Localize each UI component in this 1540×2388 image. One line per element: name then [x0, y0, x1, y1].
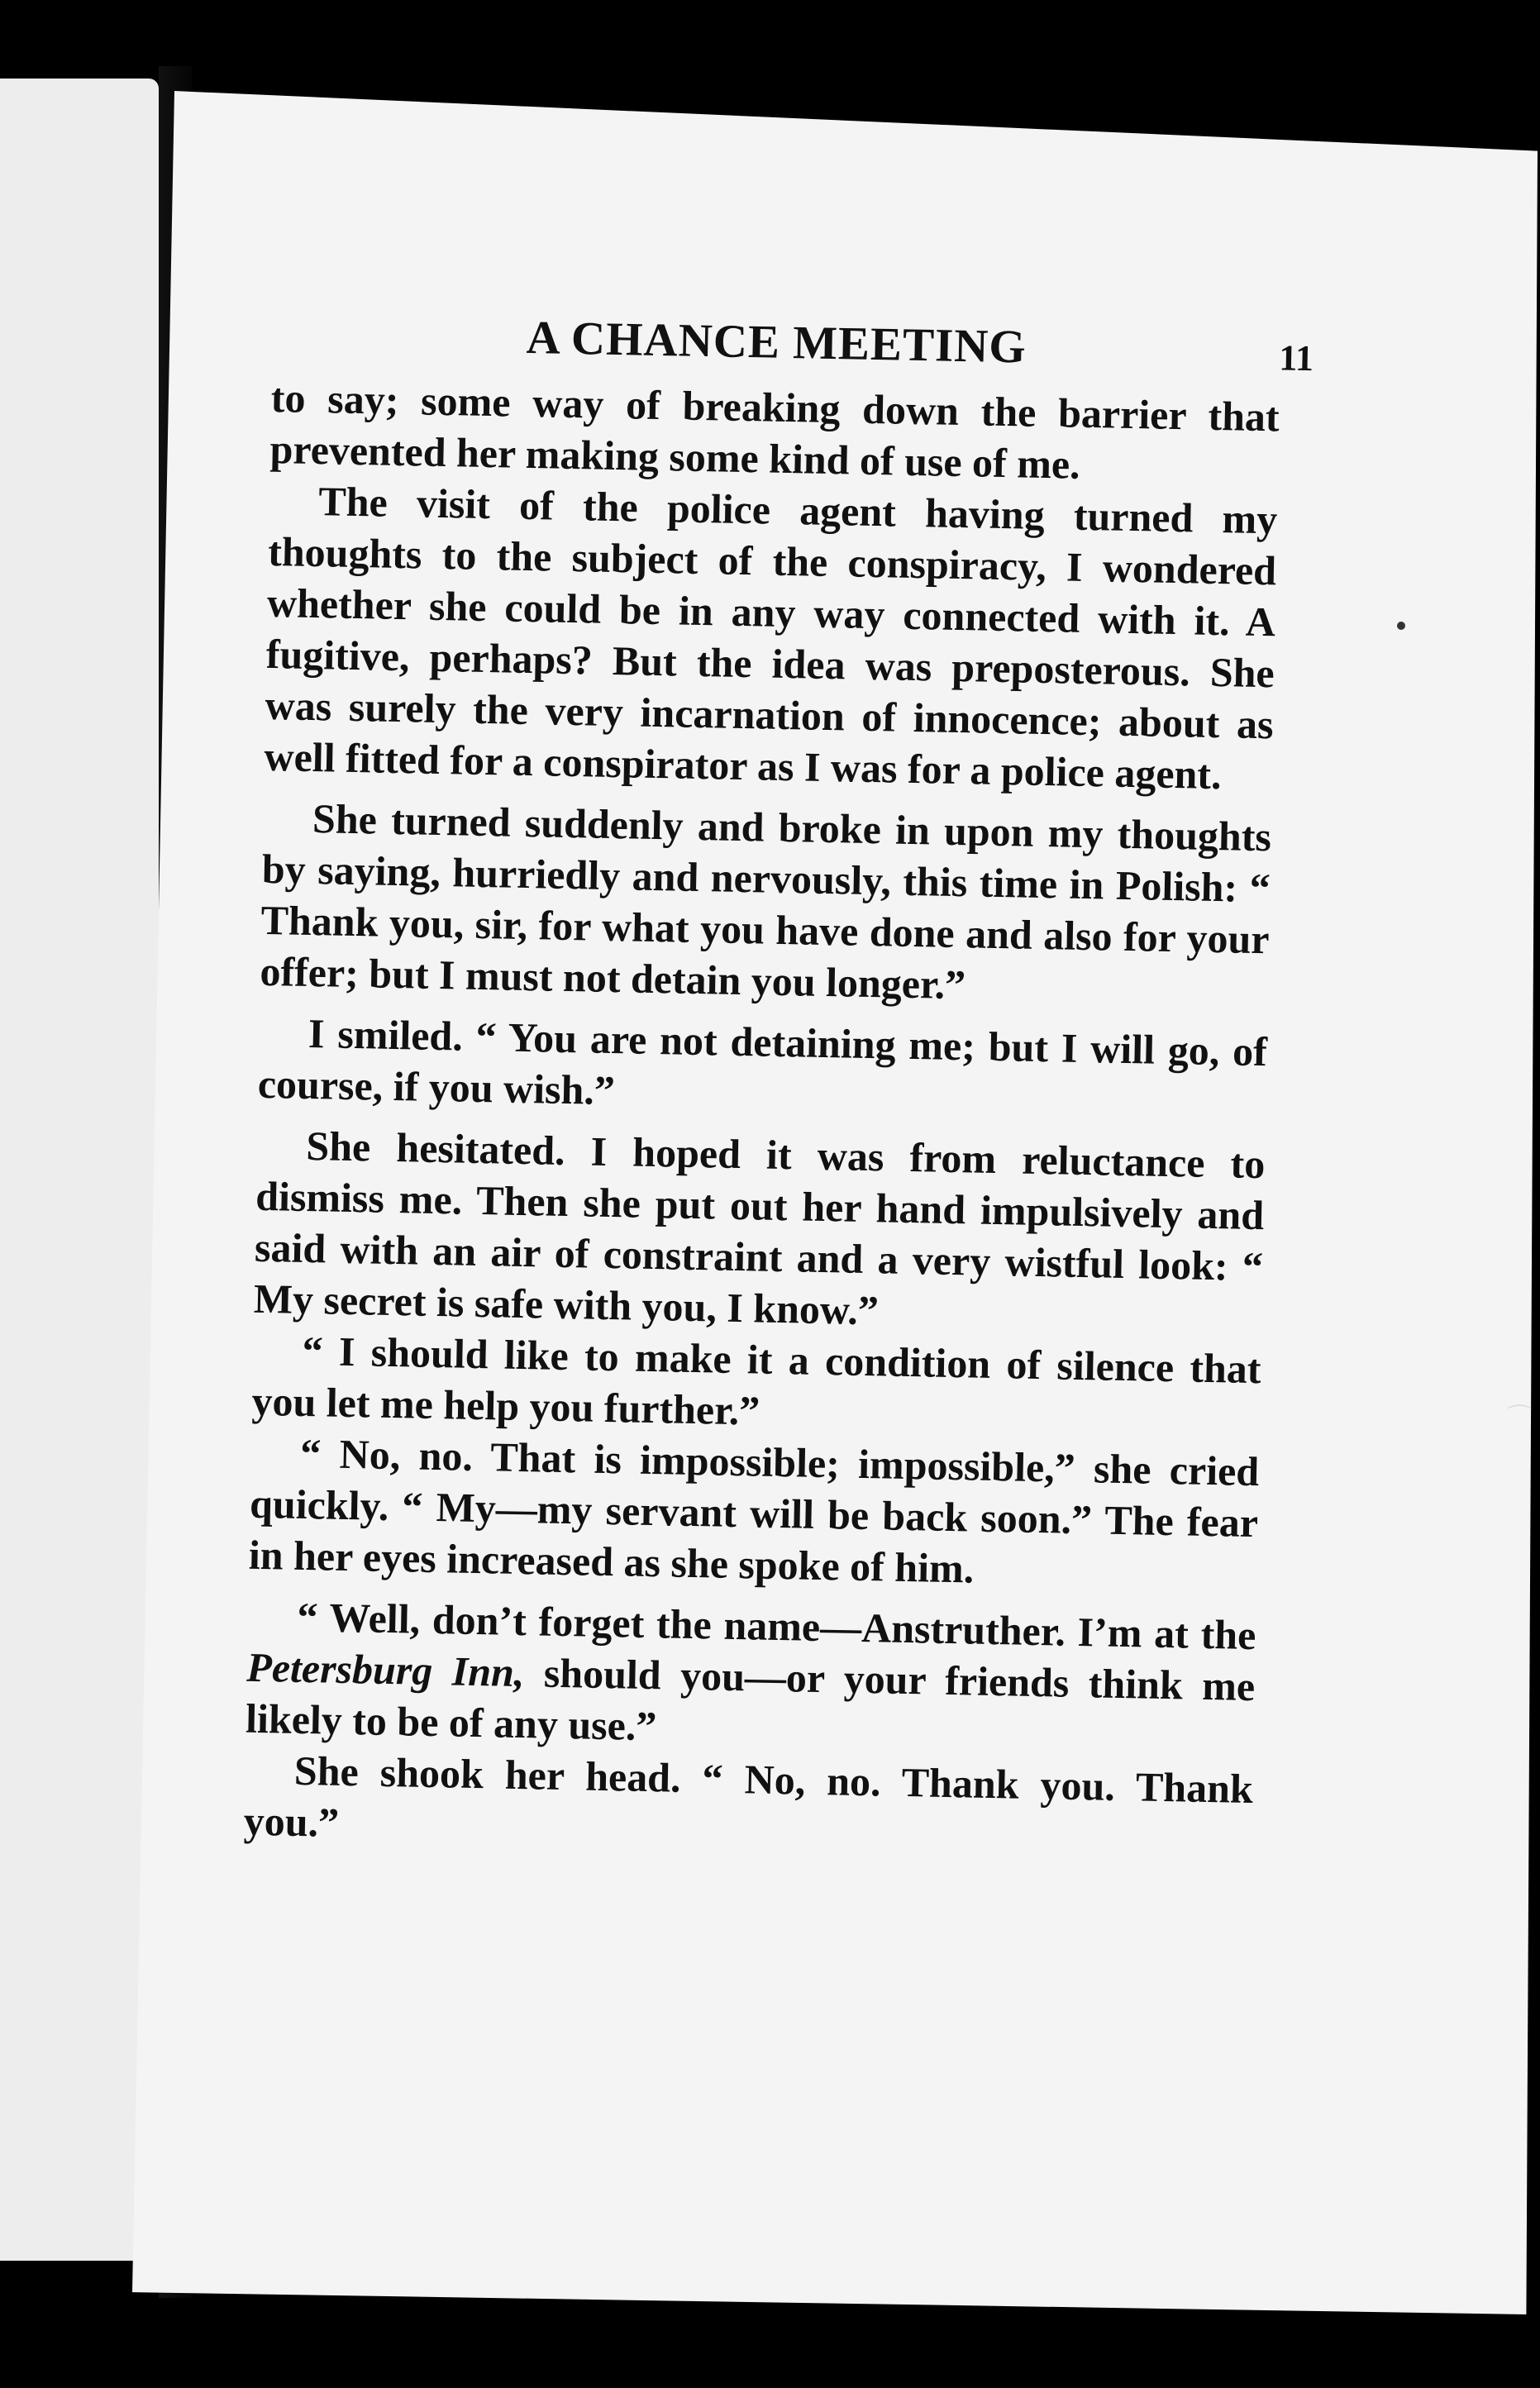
paragraph: She hesitated. I hoped it was from reluctance to dismiss me. Then she put out her hand impulsively and said with an air of constraint and a very wistful look: “ My secret is safe with you, I know.” — [253, 1122, 1266, 1334]
paragraph: I smiled. “ You are not detaining me; but I will go, of course, if you wish.” — [257, 1009, 1268, 1114]
paragraph-with-italic: “ Well, don’t forget the name—Anstruther. I’m at the Petersburg Inn, should you—or your friends think me likely to be of any use.” — [245, 1593, 1256, 1750]
inn-name-italic: Petersburg Inn, — [246, 1643, 525, 1696]
running-title: A CHANCE MEETING — [526, 311, 1027, 374]
paragraph: “ No, no. That is impossible; impossible,” she cried quickly. “ My—my servant will be back soon.” The fear in her eyes increased as she spoke of him. — [248, 1429, 1260, 1592]
paragraph: The visit of the police agent having turned my thoughts to the subject of the conspiracy, I wondered whether she could be in any way connected with it. A fugitive, perhaps? But the idea was preposterous. She was surely the very incarnation of innocence; about as well fitted for a conspirator as I was for a police agent. — [263, 478, 1278, 798]
page-text-block — [243, 306, 1314, 1866]
paragraph: “ I should like to make it a condition of silence that you let me help you further.” — [251, 1327, 1262, 1434]
paragraph: She shook her head. “ No, no. Thank you. Thank you.” — [243, 1747, 1254, 1846]
ink-speck — [1397, 622, 1405, 630]
paragraph-continuation: to say; some way of breaking down the barrier that prevented her making some kind of use of me. — [269, 374, 1280, 488]
page-number: 11 — [1278, 337, 1314, 379]
page-edge-mark: ⌒ — [1507, 1404, 1532, 1432]
left-page-edge — [0, 79, 159, 2261]
paragraph: She turned suddenly and broke in upon my thoughts by saying, hurriedly and nervously, this time in Polish: “ Thank you, sir, for what you have done and also for your offer; but I must not detain you longer.” — [260, 795, 1272, 1008]
body-text — [243, 372, 1280, 1866]
